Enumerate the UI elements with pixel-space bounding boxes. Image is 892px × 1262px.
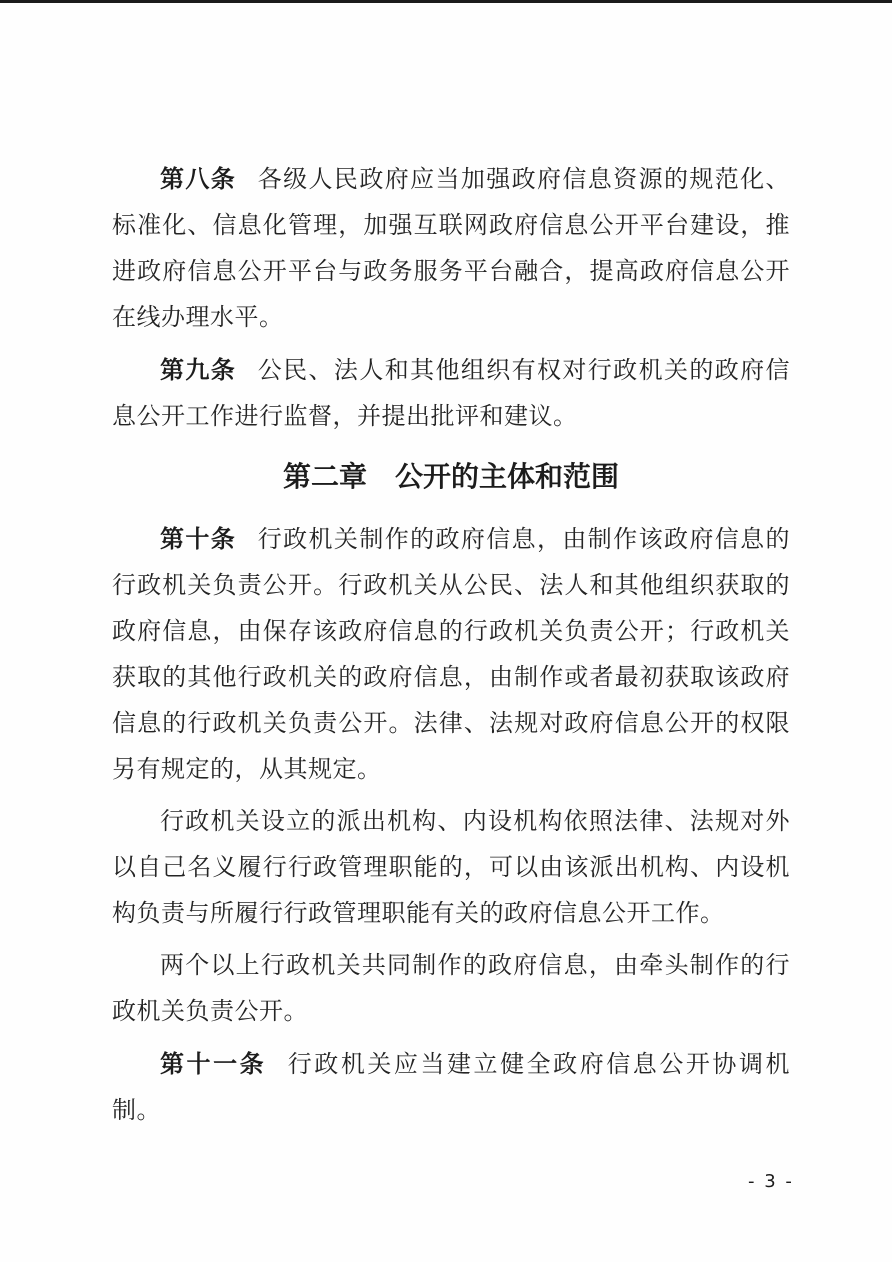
page-number: - 3 -: [748, 1171, 794, 1192]
article-paragraph: [112, 516, 790, 793]
chapter-title: 公开的主体和范围: [395, 460, 620, 493]
chapter-number: 第二章: [282, 460, 367, 493]
chapter-heading: [112, 452, 790, 502]
document-body: [112, 156, 790, 1140]
article-body-text: 行政机关应当建立健全政府信息公开协调机制。: [112, 1052, 791, 1124]
article-paragraph: [112, 347, 790, 440]
article-paragraph: [112, 799, 790, 937]
article-number: 第十一条: [160, 1050, 267, 1078]
article-number: 第十条: [160, 525, 237, 553]
article-number: 第八条: [160, 165, 237, 193]
article-number: 第九条: [160, 356, 237, 384]
article-paragraph: [112, 943, 790, 1035]
article-body-text: 行政机关设立的派出机构、内设机构依照法律、法规对外以自己名义履行行政管理职能的，可以由该派出机构、内设机构负责与所履行行政管理职能有关的政府信息公开工作。: [112, 809, 790, 927]
article-body-text: 行政机关制作的政府信息，由制作该政府信息的行政机关负责公开。行政机关从公民、法人和其他组织获取的政府信息，由保存该政府信息的行政机关负责公开；行政机关获取的其他行政机关的政府信息，由制作或者最初获取该政府信息的行政机关负责公开。法律、法规对政府信息公开的权限另有规定的，从其规定。: [112, 527, 791, 783]
article-body-text: 两个以上行政机关共同制作的政府信息，由牵头制作的行政机关负责公开。: [112, 953, 790, 1025]
article-paragraph: [112, 1041, 790, 1134]
article-body-text: 各级人民政府应当加强政府信息资源的规范化、标准化、信息化管理，加强互联网政府信息公开平台建设，推进政府信息公开平台与政务服务平台融合，提高政府信息公开在线办理水平。: [112, 167, 791, 331]
article-paragraph: [112, 156, 790, 341]
article-body-text: 公民、法人和其他组织有权对行政机关的政府信息公开工作进行监督，并提出批评和建议。: [112, 358, 791, 430]
scan-top-edge: [0, 0, 892, 3]
